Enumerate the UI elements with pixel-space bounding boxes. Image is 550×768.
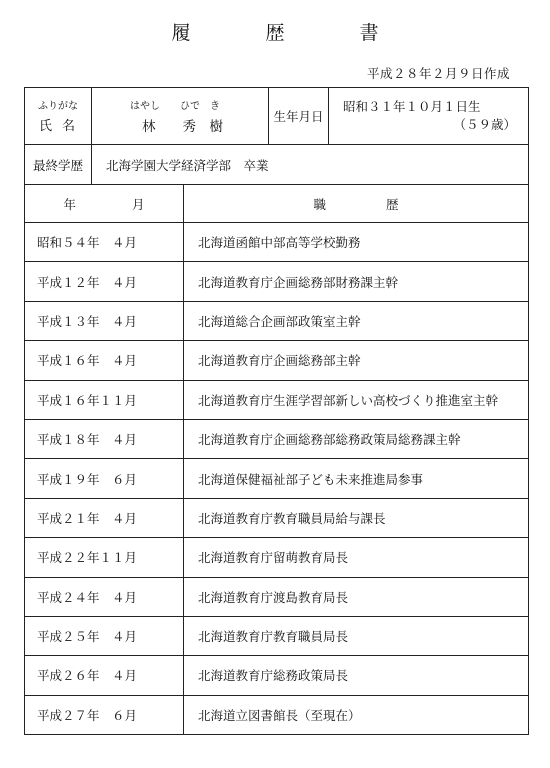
age: （５９歳） bbox=[453, 117, 516, 132]
career-position: 北海道教育庁生涯学習部新しい高校づくり推進室主幹 bbox=[184, 380, 529, 419]
career-date: 平成１３年 ４月 bbox=[25, 301, 184, 340]
career-row bbox=[25, 538, 529, 577]
career-date: 平成１２年 ４月 bbox=[25, 262, 184, 301]
furigana-label: ふりがな bbox=[38, 101, 78, 112]
name-furigana: はやし ひで き bbox=[130, 101, 220, 112]
career-date-header bbox=[25, 185, 184, 223]
career-row bbox=[25, 341, 529, 380]
career-position: 北海道教育庁渡島教育局長 bbox=[184, 577, 529, 616]
career-row bbox=[25, 223, 529, 262]
birth-label: 生年月日 bbox=[269, 88, 329, 145]
career-position: 北海道保健福祉部子ども未来推進局参事 bbox=[184, 459, 529, 498]
career-header-row bbox=[25, 185, 529, 223]
career-position: 北海道教育庁企画総務部主幹 bbox=[184, 341, 529, 380]
header-job-a: 職 bbox=[313, 196, 326, 212]
career-position: 北海道立図書館長（至現在） bbox=[184, 695, 529, 734]
career-date: 平成１８年 ４月 bbox=[25, 419, 184, 458]
career-list bbox=[25, 223, 529, 735]
career-position: 北海道教育庁総務政策局長 bbox=[184, 656, 529, 695]
name-label-cell bbox=[25, 88, 92, 145]
career-position: 北海道総合企画部政策室主幹 bbox=[184, 301, 529, 340]
career-date: 平成２１年 ４月 bbox=[25, 498, 184, 537]
created-date: 平成２８年２月９日作成 bbox=[366, 66, 510, 81]
name-cell bbox=[92, 88, 269, 145]
career-row bbox=[25, 380, 529, 419]
header-job-b: 歴 bbox=[386, 196, 399, 212]
career-row bbox=[25, 459, 529, 498]
career-row bbox=[25, 262, 529, 301]
career-date: 平成１６年１１月 bbox=[25, 380, 184, 419]
birth-cell bbox=[329, 88, 529, 145]
career-date: 昭和５４年 ４月 bbox=[25, 223, 184, 262]
career-date: 平成２４年 ４月 bbox=[25, 577, 184, 616]
career-date: 平成２５年 ４月 bbox=[25, 616, 184, 655]
resume-table bbox=[24, 87, 529, 735]
name-row bbox=[25, 88, 529, 145]
career-row bbox=[25, 616, 529, 655]
career-position: 北海道函館中部高等学校勤務 bbox=[184, 223, 529, 262]
education-row bbox=[25, 145, 529, 185]
career-position: 北海道教育庁留萌教育局長 bbox=[184, 538, 529, 577]
career-row bbox=[25, 656, 529, 695]
career-row bbox=[25, 577, 529, 616]
education-label: 最終学歴 bbox=[25, 145, 92, 185]
birth-date: 昭和３１年１０月１日生 bbox=[343, 99, 481, 114]
education-value: 北海学園大学経済学部 卒業 bbox=[92, 145, 529, 185]
career-date: 平成２７年 ６月 bbox=[25, 695, 184, 734]
career-position: 北海道教育庁教育職員局長 bbox=[184, 616, 529, 655]
career-position: 北海道教育庁教育職員局給与課長 bbox=[184, 498, 529, 537]
name-label: 氏名 bbox=[39, 119, 86, 134]
career-date: 平成２２年１１月 bbox=[25, 538, 184, 577]
career-position: 北海道教育庁企画総務部財務課主幹 bbox=[184, 262, 529, 301]
header-year: 年 bbox=[63, 196, 76, 212]
career-position: 北海道教育庁企画総務部総務政策局総務課主幹 bbox=[184, 419, 529, 458]
career-row bbox=[25, 301, 529, 340]
career-row bbox=[25, 695, 529, 734]
career-date: 平成１９年 ６月 bbox=[25, 459, 184, 498]
career-date: 平成２６年 ４月 bbox=[25, 656, 184, 695]
document-title: 履 歴 書 bbox=[171, 22, 407, 44]
header-month: 月 bbox=[132, 196, 145, 212]
name-value: 林 秀 樹 bbox=[142, 119, 223, 135]
career-row bbox=[25, 419, 529, 458]
career-job-header bbox=[184, 185, 529, 223]
career-row bbox=[25, 498, 529, 537]
career-date: 平成１６年 ４月 bbox=[25, 341, 184, 380]
